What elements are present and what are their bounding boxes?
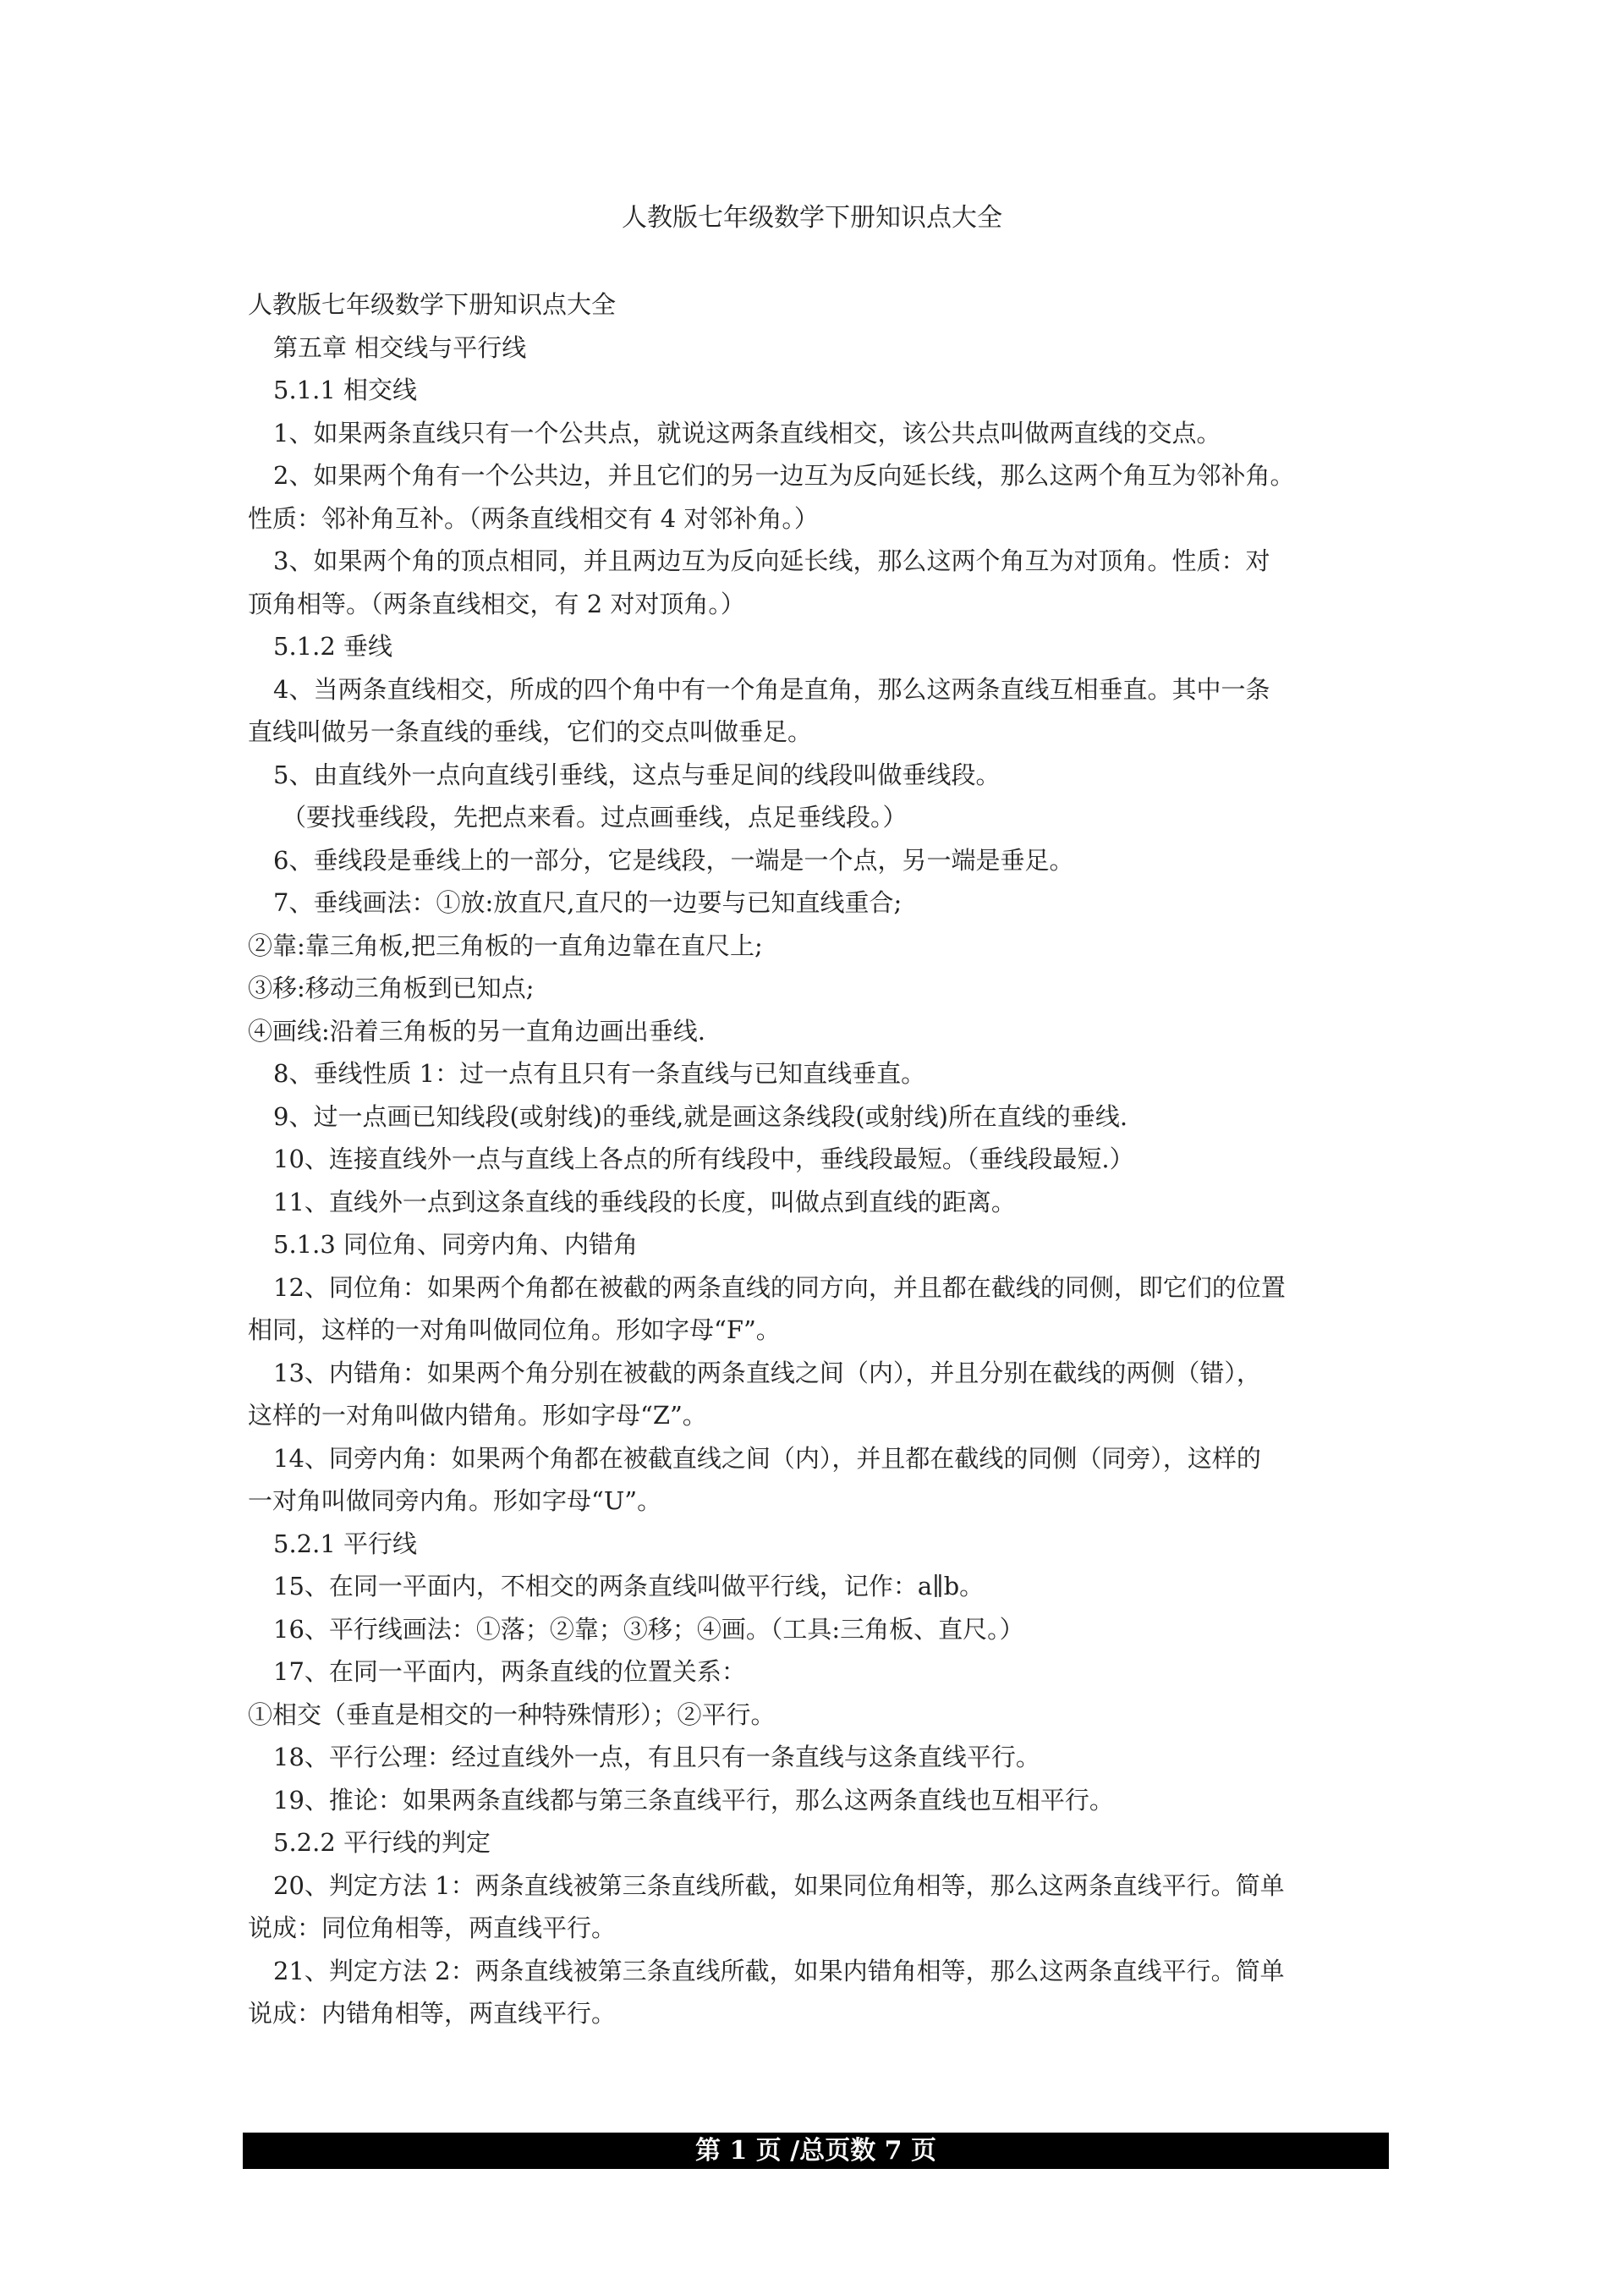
text-line: 相同，这样的一对角叫做同位角。形如字母“F”。 (248, 1315, 781, 1344)
text-line: 性质：邻补角互补。（两条直线相交有 4 对邻补角。） (248, 503, 819, 533)
text-line: 18、平行公理：经过直线外一点，有且只有一条直线与这条直线平行。 (273, 1743, 1040, 1771)
text-line: 14、同旁内角：如果两个角都在被截直线之间（内），并且都在截线的同侧（同旁），这样的 (273, 1443, 1261, 1473)
text-line: 19、推论：如果两条直线都与第三条直线平行，那么这两条直线也互相平行。 (273, 1785, 1114, 1815)
text-line: 说成：内错角相等，两直线平行。 (248, 1999, 617, 2028)
text-line: ①相交（垂直是相交的一种特殊情形）；②平行。 (248, 1699, 776, 1729)
page-number: 第 1 页 /总页数 7 页 (695, 2136, 936, 2166)
text-line: ④画线:沿着三角板的另一直角边画出垂线. (248, 1016, 705, 1046)
text-line: 15、在同一平面内，不相交的两条直线叫做平行线，记作：a∥b。 (273, 1572, 985, 1600)
text-line: 人教版七年级数学下册知识点大全 (248, 290, 617, 319)
text-line: 6、垂线段是垂线上的一部分，它是线段，一端是一个点，另一端是垂足。 (273, 845, 1074, 875)
text-line: 1、如果两条直线只有一个公共点，就说这两条直线相交，该公共点叫做两直线的交点。 (273, 418, 1221, 447)
text-line: 顶角相等。（两条直线相交，有 2 对对顶角。） (248, 589, 745, 618)
document-body (248, 283, 1407, 2035)
text-line: 21、判定方法 2：两条直线被第三条直线所截，如果内错角相等，那么这两条直线平行。简单 (273, 1956, 1285, 1985)
text-line: 11、直线外一点到这条直线的垂线段的长度，叫做点到直线的距离。 (273, 1187, 1016, 1216)
text-line: 直线叫做另一条直线的垂线，它们的交点叫做垂足。 (248, 717, 813, 746)
text-line: 2、如果两个角有一个公共边，并且它们的另一边互为反向延长线，那么这两个角互为邻补角。 (273, 461, 1295, 490)
section-heading: 5.1.3 同位角、同旁内角、内错角 (273, 1230, 639, 1259)
text-line: 16、平行线画法：①落；②靠；③移；④画。（工具:三角板、直尺。） (273, 1614, 1024, 1644)
text-line: 9、过一点画已知线段(或射线)的垂线,就是画这条线段(或射线)所在直线的垂线. (273, 1101, 1128, 1131)
text-line: 5、由直线外一点向直线引垂线，这点与垂足间的线段叫做垂线段。 (273, 760, 1001, 789)
text-line: 17、在同一平面内，两条直线的位置关系： (273, 1657, 746, 1686)
text-line: 3、如果两个角的顶点相同，并且两边互为反向延长线，那么这两个角互为对顶角。性质：对 (273, 546, 1270, 575)
document-title: 人教版七年级数学下册知识点大全 (622, 203, 1002, 233)
text-line: 13、内错角：如果两个角分别在被截的两条直线之间（内），并且分别在截线的两侧（错）， (273, 1358, 1261, 1387)
text-line: （要找垂线段，先把点来看。过点画垂线，点足垂线段。） (282, 803, 908, 832)
text-line: 4、当两条直线相交，所成的四个角中有一个角是直角，那么这两条直线互相垂直。其中一条 (273, 674, 1270, 704)
page-footer (243, 2133, 1389, 2169)
chapter-heading: 第五章 相交线与平行线 (273, 332, 527, 362)
text-line: 7、垂线画法：①放:放直尺,直尺的一边要与已知直线重合; (273, 888, 903, 917)
text-line: 8、垂线性质 1：过一点有且只有一条直线与已知直线垂直。 (273, 1059, 926, 1088)
text-line: 20、判定方法 1：两条直线被第三条直线所截，如果同位角相等，那么这两条直线平行。简单 (273, 1870, 1285, 1900)
text-line: 12、同位角：如果两个角都在被截的两条直线的同方向，并且都在截线的同侧，即它们的位置 (273, 1272, 1286, 1302)
text-line: 说成：同位角相等，两直线平行。 (248, 1913, 617, 1942)
section-heading: 5.1.1 相交线 (273, 376, 418, 404)
text-line: 10、连接直线外一点与直线上各点的所有线段中，垂线段最短。（垂线段最短.） (273, 1145, 1134, 1173)
text-line: 一对角叫做同旁内角。形如字母“U”。 (248, 1486, 662, 1515)
text-line: ③移:移动三角板到已知点; (248, 974, 535, 1002)
section-heading: 5.2.2 平行线的判定 (273, 1828, 491, 1857)
section-heading: 5.2.1 平行线 (273, 1529, 418, 1558)
text-line: 这样的一对角叫做内错角。形如字母“Z”。 (248, 1401, 707, 1430)
section-heading: 5.1.2 垂线 (273, 632, 393, 661)
text-line: ②靠:靠三角板,把三角板的一直角边靠在直尺上; (248, 931, 763, 960)
